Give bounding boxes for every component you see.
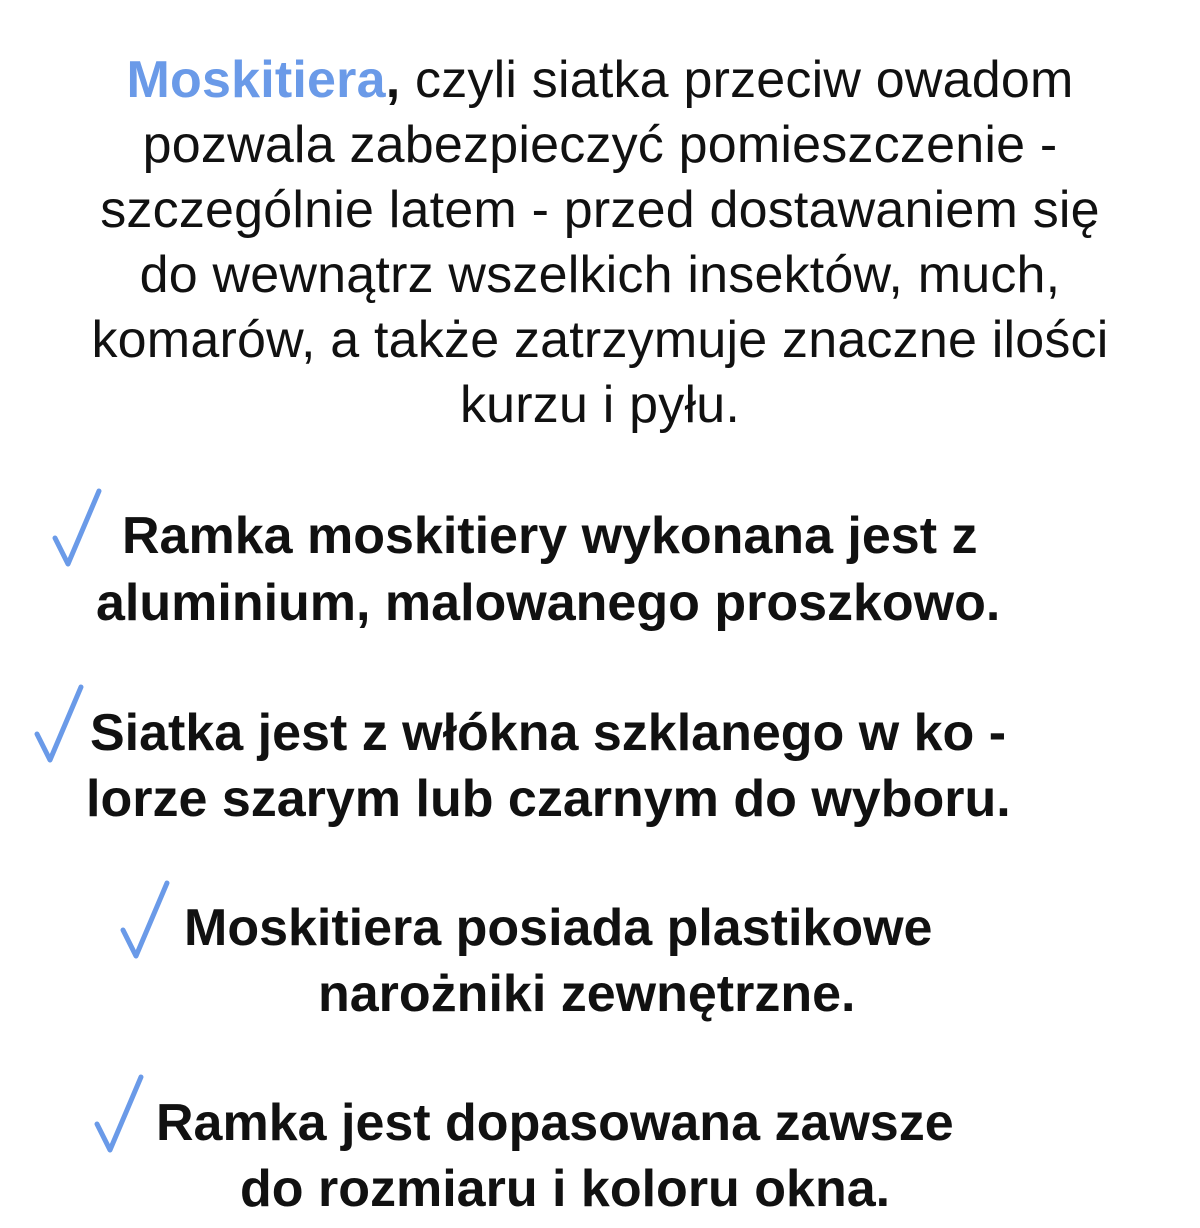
brand-name: Moskitiera (126, 51, 386, 109)
checkmark-icon (94, 1074, 144, 1154)
checkmark-icon (120, 880, 170, 960)
feature-line: Ramka jest dopasowana zawsze (156, 1094, 954, 1152)
feature-line: Siatka jest z włókna szklanego w ko - (90, 704, 1007, 762)
intro-line-1: czyli siatka przeciw owadom (400, 51, 1074, 109)
feature-line: do rozmiaru i koloru okna. (240, 1160, 891, 1218)
feature-line: aluminium, malowanego proszkowo. (96, 574, 1001, 632)
intro-paragraph (20, 48, 1180, 438)
intro-line-5: komarów, a także zatrzymuje znaczne ilości (91, 311, 1109, 369)
checkmark-icon (52, 488, 102, 568)
checkmark-icon (34, 684, 84, 764)
intro-line-2: pozwala zabezpieczyć pomieszczenie - (142, 116, 1058, 174)
feature-line: Moskitiera posiada plastikowe (184, 899, 933, 957)
feature-line: narożniki zewnętrzne. (318, 965, 856, 1023)
intro-line-4: do wewnątrz wszelkich insektów, much, (139, 246, 1061, 304)
brand-comma: , (385, 51, 401, 109)
feature-line: lorze szarym lub czarnym do wyboru. (86, 770, 1011, 828)
intro-line-6: kurzu i pyłu. (459, 376, 741, 434)
intro-line-3: szczególnie latem - przed dostawaniem się (100, 181, 1100, 239)
feature-line: Ramka moskitiery wykonana jest z (122, 507, 978, 565)
